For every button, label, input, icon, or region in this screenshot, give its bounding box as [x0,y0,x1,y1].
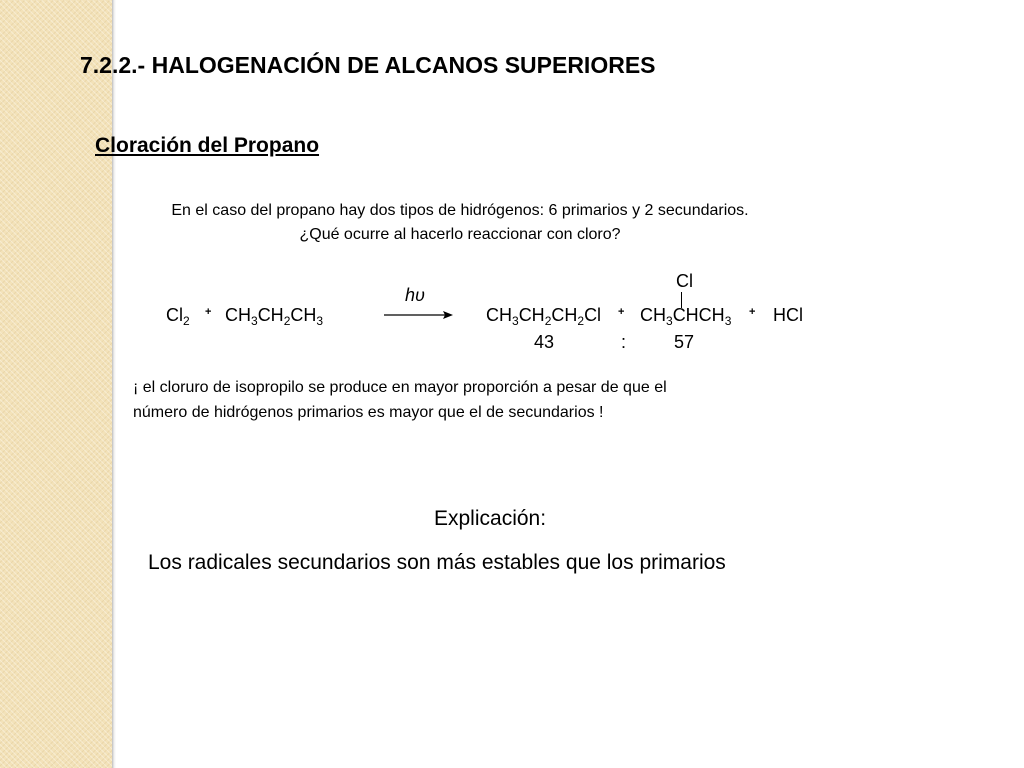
side-bar-shadow [112,0,116,768]
plus-sign: + [205,306,212,318]
formula-subscript: 2 [183,314,190,328]
chlorine-substituent: Cl [676,271,693,291]
explanation-heading: Explicación: [434,507,547,530]
slide-subtitle: Cloración del Propano [95,134,320,157]
observation-line-2: número de hidrógenos primarios es mayor que el de secundarios ! [133,404,604,421]
product-propyl-chloride: $CH_3CH_2CH_2Cl$ [486,305,602,328]
intro-line-1: En el caso del propano hay dos tipos de hidrógenos: 6 primarios y 2 secundarios. [171,202,749,219]
yield-secondary: 57 [674,332,695,352]
reactant-propane: $CH_3CH_2CH_3$ [225,305,324,328]
formula-subscript: 3 [512,314,519,328]
reactant-chlorine: $Cl_2$ [166,305,190,328]
observation-line-1: ¡ el cloruro de isopropilo se produce en mayor proporción a pesar de que el [133,379,667,396]
ratio-separator: : [621,332,627,352]
product-isopropyl-chloride: $CH_3CHCH_3$ [640,305,732,328]
formula-subscript: 3 [316,314,324,328]
intro-line-2: ¿Qué ocurre al hacerlo reaccionar con cloro? [299,226,621,243]
plus-sign: + [618,306,625,318]
formula-subscript: 3 [666,314,673,328]
light-condition-label: hυ [405,285,425,305]
formula-subscript: 2 [544,314,552,328]
reaction-arrow [383,309,455,321]
product-hydrogen-chloride: HCl [773,305,803,325]
formula-subscript: 3 [251,314,258,328]
formula-subscript: 2 [577,314,585,328]
yield-primary: 43 [534,332,555,352]
slide-title: 7.2.2.- HALOGENACIÓN DE ALCANOS SUPERIORES [80,52,656,78]
explanation-text: Los radicales secundarios son más estables que los primarios [148,551,726,574]
formula-subscript: 2 [283,314,291,328]
formula-subscript: 3 [724,314,732,328]
decorative-side-bar [0,0,112,768]
plus-sign: + [749,306,756,318]
